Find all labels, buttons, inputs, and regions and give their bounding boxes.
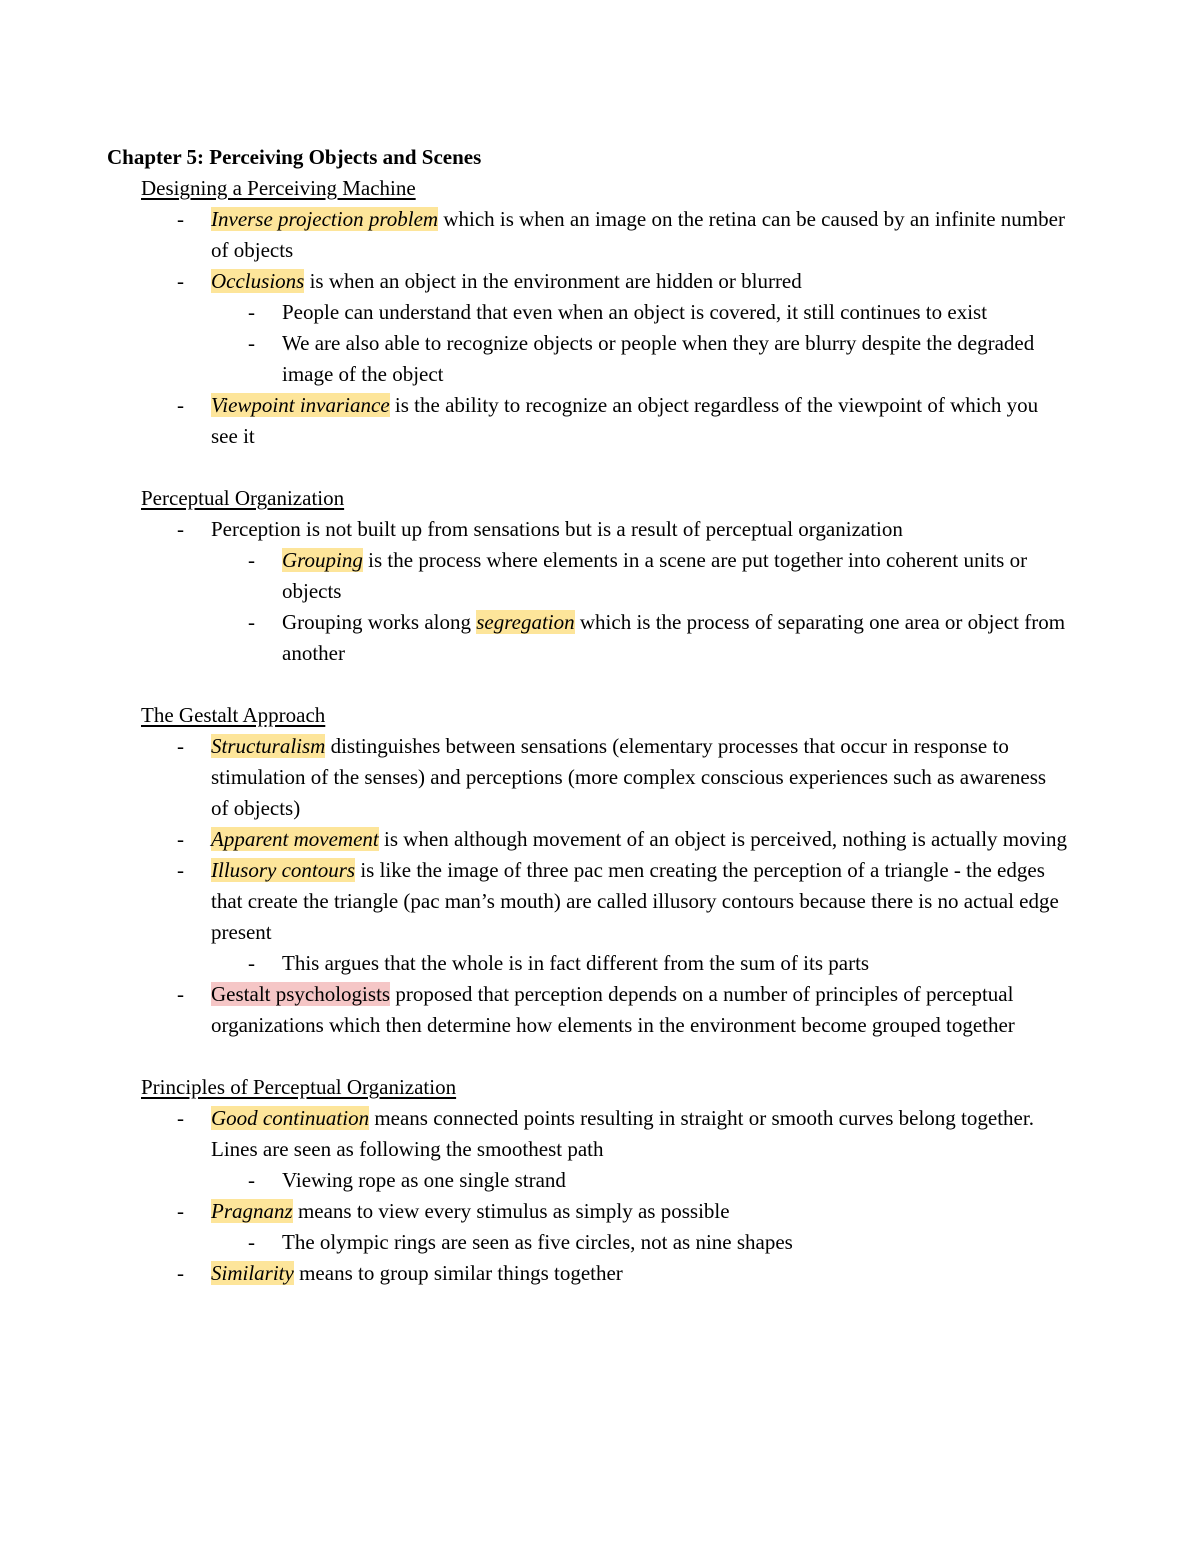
sub-list-item: - Grouping is the process where elements in a scene are put together into coherent units or objects [282, 545, 1067, 607]
sub-list-item: - We are also able to recognize objects or people when they are blurry despite the degraded image of the object [282, 328, 1067, 390]
spacer [107, 1041, 1067, 1072]
sub-list-item: - Viewing rope as one single strand [282, 1165, 1067, 1196]
list-item: - Gestalt psychologists proposed that perception depends on a number of principles of perceptual organizations which then determine how elements in the environment become grouped together [211, 979, 1067, 1041]
key-term: Illusory contours [211, 858, 356, 882]
list-item: - Inverse projection problem which is when an image on the retina can be caused by an infinite number of objects [211, 204, 1067, 266]
section-perceptual-organization [107, 483, 1067, 669]
section-designing-machine [107, 173, 1067, 452]
key-term: Pragnanz [211, 1199, 293, 1223]
key-term: Viewpoint invariance [211, 393, 390, 417]
list-item: - Pragnanz means to view every stimulus as simply as possible [211, 1196, 1067, 1227]
key-term: Gestalt psychologists [211, 982, 391, 1006]
sub-list-item: - Grouping works along segregation which is the process of separating one area or object from another [282, 607, 1067, 669]
section-gestalt-approach [107, 700, 1067, 1041]
sub-list-item: - The olympic rings are seen as five circles, not as nine shapes [282, 1227, 1067, 1258]
list-item: - Illusory contours is like the image of three pac men creating the perception of a triangle - the edges that create the triangle (pac man’s mouth) are called illusory contours because there is no actual edge present [211, 855, 1067, 948]
list-item: - Similarity means to group similar things together [211, 1258, 1067, 1289]
key-term: Good continuation [211, 1106, 370, 1130]
list-item: - Structuralism distinguishes between sensations (elementary processes that occur in response to stimulation of the senses) and perceptions (more complex conscious experiences such as awareness of objects) [211, 731, 1067, 824]
key-term: Inverse projection problem [211, 207, 439, 231]
document-body [107, 142, 1067, 1289]
spacer [107, 669, 1067, 700]
key-term: segregation [476, 610, 575, 634]
key-term: Apparent movement [211, 827, 379, 851]
list-item: - Good continuation means connected points resulting in straight or smooth curves belong together. Lines are seen as following the smoothest path [211, 1103, 1067, 1165]
sub-list-item: - This argues that the whole is in fact different from the sum of its parts [282, 948, 1067, 979]
page-title: Chapter 5: Perceiving Objects and Scenes [107, 145, 482, 169]
list-item: - Perception is not built up from sensations but is a result of perceptual organization [211, 514, 1067, 545]
key-term: Similarity [211, 1261, 294, 1285]
section-heading: Designing a Perceiving Machine [141, 176, 416, 200]
section-principles [107, 1072, 1067, 1289]
spacer [107, 452, 1067, 483]
sub-list-item: - People can understand that even when an object is covered, it still continues to exist [282, 297, 1067, 328]
section-heading: The Gestalt Approach [141, 703, 326, 727]
list-item: - Viewpoint invariance is the ability to recognize an object regardless of the viewpoint of which you see it [211, 390, 1067, 452]
list-item: - Apparent movement is when although movement of an object is perceived, nothing is actually moving [211, 824, 1067, 855]
section-heading: Principles of Perceptual Organization [141, 1075, 457, 1099]
key-term: Structuralism [211, 734, 326, 758]
key-term: Grouping [282, 548, 363, 572]
section-heading: Perceptual Organization [141, 486, 345, 510]
list-item: - Occlusions is when an object in the environment are hidden or blurred [211, 266, 1067, 297]
key-term: Occlusions [211, 269, 305, 293]
